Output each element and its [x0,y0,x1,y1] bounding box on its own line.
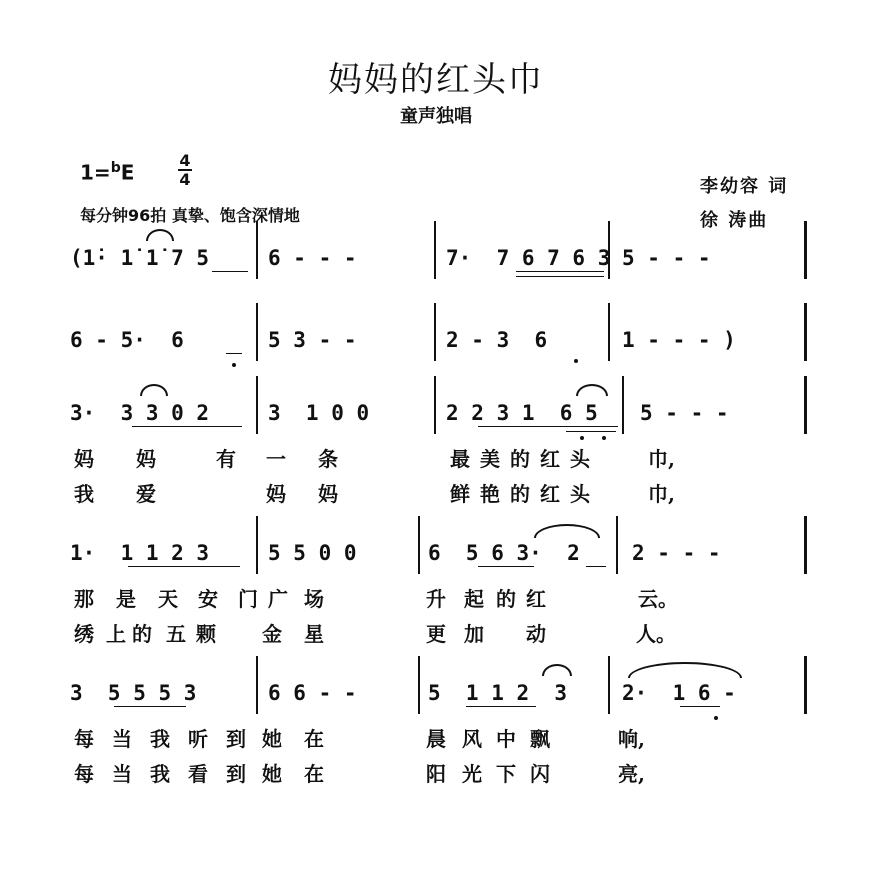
measure-15: 6 5 6 3· 2 [428,541,580,565]
staff-line-4 [66,536,811,570]
lyric-char: 人。 [636,622,676,646]
lyric-char: 头 [570,482,590,506]
lyric-char: 听 [188,727,208,751]
staff-line-1 [66,241,811,275]
lyric-char: 那 [74,587,94,611]
lyric-char: 的 [132,622,152,646]
lyric-char: 头 [570,447,590,471]
lyric-char: 当 [112,727,132,751]
lyric-char: 妈 [318,482,338,506]
measure-11: 2 2 3 1 6 5 [446,401,598,425]
lyric-char: 美 [480,447,500,471]
lyric-char: 阳 [426,762,446,786]
lyric-char: 鲜 [450,482,470,506]
lyric-char: 中 [496,727,516,751]
lyric-char: 最 [450,447,470,471]
staff-line-2 [66,323,811,357]
lyric-char: 场 [304,587,324,611]
time-signature-top: 4 [179,151,191,170]
measure-13: 1· 1 1 2 3 [70,541,210,565]
lyric-char: 我 [150,727,170,751]
lyric-char: 她 [262,727,282,751]
lyric-char: 有 [216,447,236,471]
lyric-line-5a [66,723,811,753]
lyric-char: 红 [540,447,560,471]
measure-18: 6 6 - - [268,681,357,705]
lyric-char: 响, [618,727,645,751]
lyric-line-3b [66,478,811,508]
lyric-char: 闪 [530,762,550,786]
lyric-char: 颗 [196,622,216,646]
time-signature-bottom: 4 [179,170,191,189]
composer-credit: 徐 涛曲 [700,210,769,231]
key-note: E [120,160,135,185]
lyric-line-3a [66,443,811,473]
lyric-char: 红 [540,482,560,506]
lyric-char: 看 [188,762,208,786]
key-prefix: 1= [80,160,111,185]
lyric-char: 当 [112,762,132,786]
lyric-char: 上 [106,622,126,646]
lyric-char: 到 [226,727,246,751]
lyric-char: 每 [74,727,94,751]
measure-10: 3 1 0 0 [268,401,370,425]
lyric-line-5b [66,758,811,788]
staff-line-5 [66,676,811,710]
lyric-char: 妈 [74,447,94,471]
lyric-char: 云。 [638,587,678,611]
lyric-char: 的 [496,587,516,611]
lyric-char: 广 [268,587,288,611]
measure-19: 5 1 1 2 3 [428,681,568,705]
lyric-char: 我 [74,482,94,506]
measure-16: 2 - - - [632,541,721,565]
lyric-char: 金 [262,622,282,646]
lyric-char: 我 [150,762,170,786]
lyric-char: 的 [510,482,530,506]
lyric-char: 安 [198,587,218,611]
lyric-char: 风 [462,727,482,751]
lyric-char: 在 [304,727,324,751]
measure-20: 2· 1 6 - [622,681,736,705]
lyric-char: 条 [318,447,338,471]
measure-4: 5 - - - [622,246,711,270]
song-title: 妈妈的红头巾 [328,60,544,100]
lyric-char: 起 [464,587,484,611]
measure-7: 2 - 3 6 [446,328,548,352]
time-signature [178,152,192,188]
performance-type: 童声独唱 [400,106,472,127]
lyric-char: 一 [266,447,286,471]
lyric-char: 加 [464,622,484,646]
tempo-marking: 每分钟96拍 真挚、饱含深情地 [80,206,300,225]
lyric-char: 升 [426,587,446,611]
measure-9: 3· 3 3 0 2 [70,401,210,425]
measure-1: (1̇· 1̇ 1̇ 7 5 [70,246,210,270]
lyric-char: 更 [426,622,446,646]
lyric-char: 门 [238,587,258,611]
lyric-char: 下 [496,762,516,786]
measure-8: 1 - - - ) [622,328,736,352]
key-signature [80,160,134,185]
lyric-char: 光 [462,762,482,786]
lyric-char: 到 [226,762,246,786]
flat-sign: b [110,160,121,176]
measure-6: 5 3 - - [268,328,357,352]
lyric-char: 巾, [648,482,675,506]
measure-2: 6 - - - [268,246,357,270]
lyric-char: 红 [526,587,546,611]
lyric-char: 飘 [530,727,550,751]
lyric-char: 星 [304,622,324,646]
lyric-char: 动 [526,622,546,646]
measure-12: 5 - - - [640,401,729,425]
lyric-char: 她 [262,762,282,786]
measure-17: 3 5 5 5 3 [70,681,197,705]
lyric-char: 在 [304,762,324,786]
lyric-char: 五 [166,622,186,646]
staff-line-3 [66,396,811,430]
lyric-char: 的 [510,447,530,471]
lyricist-credit: 李幼容 词 [700,176,789,197]
lyric-char: 巾, [648,447,675,471]
lyric-char: 晨 [426,727,446,751]
lyric-line-4b [66,618,811,648]
lyric-char: 每 [74,762,94,786]
lyric-char: 是 [116,587,136,611]
lyric-char: 绣 [74,622,94,646]
lyric-char: 亮, [618,762,645,786]
lyric-line-4a [66,583,811,613]
lyric-char: 妈 [266,482,286,506]
measure-3: 7· 7 6 7 6 3 [446,246,611,270]
lyric-char: 爱 [136,482,156,506]
lyric-char: 艳 [480,482,500,506]
lyric-char: 天 [158,587,178,611]
measure-5: 6 - 5· 6 [70,328,184,352]
lyric-char: 妈 [136,447,156,471]
measure-14: 5 5 0 0 [268,541,357,565]
